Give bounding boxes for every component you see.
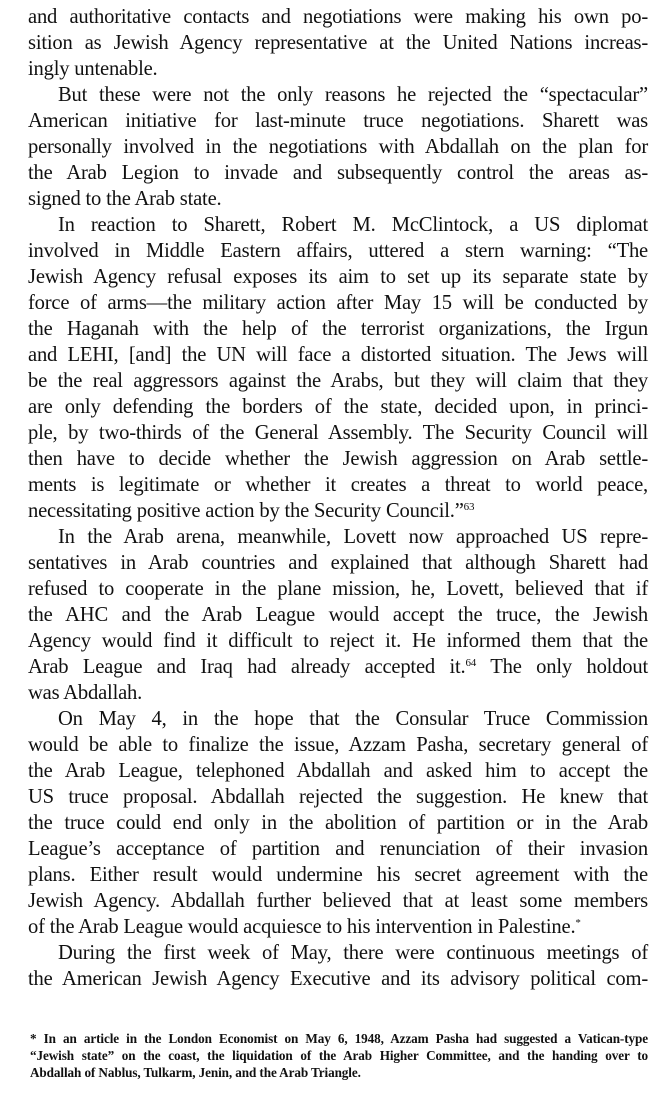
body-line: involved in Middle Eastern affairs, uttered a stern warning: “The [28,240,648,262]
body-line: force of arms—the military action after May 15 will be conducted by [28,292,648,314]
body-line: the truce could end only in the abolition of partition or in the Arab [28,812,648,834]
body-line: and authoritative contacts and negotiations were making his own po- [28,6,648,28]
body-line: the Arab Legion to invade and subsequently control the areas as- [28,162,648,184]
body-line: sition as Jewish Agency representative at the United Nations increas- [28,32,648,54]
body-line: In the Arab arena, meanwhile, Lovett now approached US repre- [58,526,648,548]
body-line: Agency would find it difficult to reject it. He informed them that the [28,630,648,652]
body-line: plans. Either result would undermine his secret agreement with the [28,864,648,886]
footnote-line: “Jewish state” on the coast, the liquidation of the Arab Higher Committee, and the handing over to [30,1048,648,1063]
body-line: Jewish Agency refusal exposes its aim to set up its separate state by [28,266,648,288]
body-line: In reaction to Sharett, Robert M. McClintock, a US diplomat [58,214,648,236]
note-reference: * [575,917,581,929]
body-line: American initiative for last-minute truce negotiations. Sharett was [28,110,648,132]
body-line: and LEHI, [and] the UN will face a distorted situation. The Jews will [28,344,648,366]
body-line: refused to cooperate in the plane mission, he, Lovett, believed that if [28,578,648,600]
body-line: the Haganah with the help of the terrorist organizations, the Irgun [28,318,648,340]
footnote-text: In an article in the London Economist on May 6, 1948, Azzam Pasha had suggested a Vatican-type [43,1031,648,1046]
body-line: Jewish Agency. Abdallah further believed that at least some members [28,890,648,912]
body-line: then have to decide whether the Jewish aggression on Arab settle- [28,448,648,470]
note-reference: 63 [463,501,475,513]
line-text: Arab League and Iraq had already accepted it. [28,656,466,678]
body-line: was Abdallah. [28,682,143,704]
body-line: sentatives in Arab countries and explained that although Sharett had [28,552,648,574]
body-line: are only defending the borders of the state, decided upon, in princi- [28,396,648,418]
line-text: necessitating positive action by the Security Council.” [28,500,464,522]
footnote-line: Abdallah of Nablus, Tulkarm, Jenin, and the Arab Triangle. [30,1065,361,1080]
body-line: the AHC and the Arab League would accept the truce, the Jewish [28,604,648,626]
footnote-marker: * [30,1031,37,1046]
body-line: ments is legitimate or whether it creates a threat to world peace, [28,474,648,496]
body-line: ple, by two-thirds of the General Assembly. The Security Council will [28,422,648,444]
line-text: of the Arab League would acquiesce to his intervention in Palestine. [28,916,576,938]
body-line: be the real aggressors against the Arabs, but they will claim that they [28,370,648,392]
body-line [28,914,648,940]
body-line: During the first week of May, there were continuous meetings of [58,942,648,964]
body-line: the Arab League, telephoned Abdallah and asked him to accept the [28,760,648,782]
body-line: But these were not the only reasons he rejected the “spectacular” [58,84,648,106]
note-reference: 64 [465,657,477,669]
body-line: the American Jewish Agency Executive and its advisory political com- [28,968,648,990]
body-line: personally involved in the negotiations with Abdallah on the plan for [28,136,648,158]
line-text-tail: The only holdout [476,656,648,678]
body-line: would be able to finalize the issue, Azzam Pasha, secretary general of [28,734,648,756]
body-line: On May 4, in the hope that the Consular Truce Commission [58,708,648,730]
body-line [28,654,648,680]
body-line: League’s acceptance of partition and renunciation of their invasion [28,838,648,860]
body-line: US truce proposal. Abdallah rejected the suggestion. He knew that [28,786,648,808]
body-line: signed to the Arab state. [28,188,222,210]
footnote-line [30,1030,648,1047]
body-line [28,498,648,524]
body-line: ingly untenable. [28,58,158,80]
